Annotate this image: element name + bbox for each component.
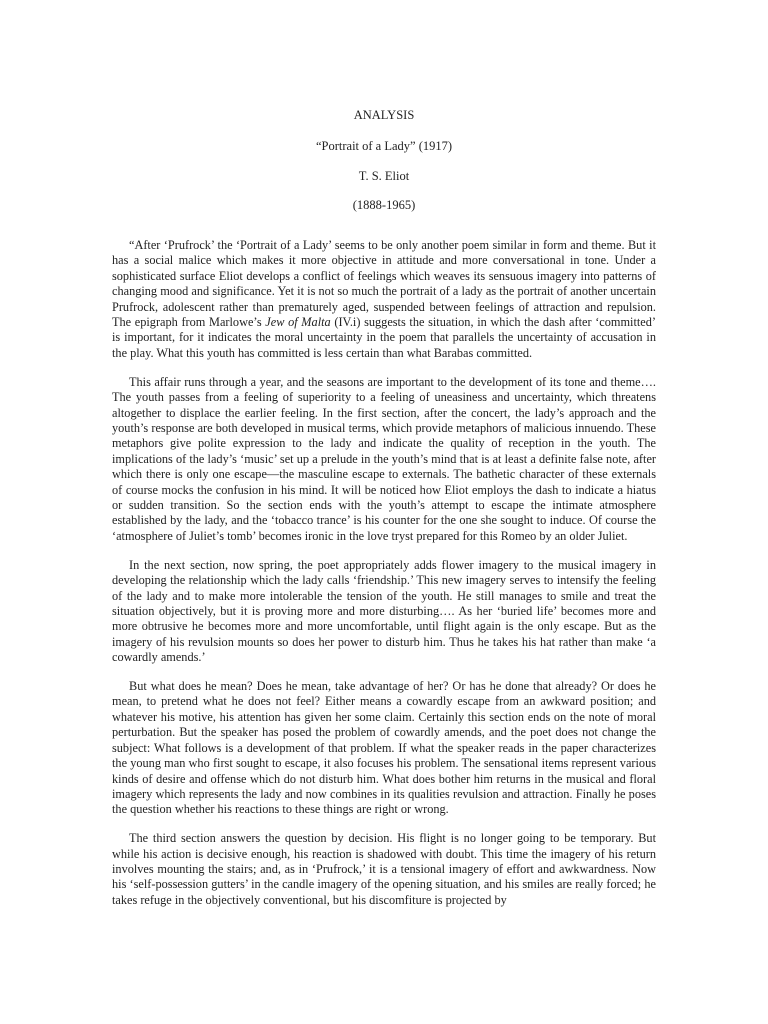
author-dates: (1888-1965) — [352, 198, 416, 212]
paragraph-1 — [112, 238, 656, 361]
paragraph-1-lead: “After ‘Prufrock’ the ‘Portrait of a Lady’ seems to be only another poem similar in form and theme. But it has a social malice which makes it more objective in attitude and more conversational in tone. Under a sophisticated surface Eliot develops a conflict of feelings which weaves its sensuous imagery into patterns of changing mood and significance. Yet it is not so much the portrait of a lady as the portrait of another uncertain Prufrock, adolescent rather than prematurely aged, suspended between feelings of attraction and repulsion. The epigraph from Marlowe’s — [112, 238, 656, 330]
work-title-jew-of-malta: Jew of Malta — [265, 315, 331, 330]
paragraph-5: The third section answers the question by decision. His flight is no longer going to be temporary. But while his action is decisive enough, his reaction is shadowed with doubt. This time the imagery of his return involves mounting the stairs; and, as in ‘Prufrock,’ it is a tensional imagery of effort and awkwardness. Now his ‘self-possession gutters’ in the candle imagery of the opening situation, and his smiles are really forced; he takes refuge in the objectively conventional, but his discomfiture is projected by — [112, 831, 656, 907]
paragraph-1-tail: (IV.i) suggests the situation, in which the dash after ‘committed’ is important, for it indicates the moral uncertainty in the poem that parallels the uncertainty of accusation in the play. What this youth has committed is less certain than what Barabas committed. — [112, 315, 656, 360]
analysis-body — [112, 238, 656, 922]
paragraph-4: But what does he mean? Does he mean, take advantage of her? Or has he done that already? Or does he mean, to pretend what he does not feel? Either means a cowardly escape from an awkward position; and whatever his motive, his attention has given her some claim. Certainly this section ends on the note of moral perturbation. But the speaker has posed the problem of cowardly amends, and the poet does not change the subject: What follows is a development of that problem. If what the speaker reads in the paper characterizes the young man who first sought to escape, it also focuses his problem. The sensational items represent various kinds of desire and offense which do not disturb him. What does bother him returns in the musical and floral imagery which represents the lady and now combines in its qualities revulsion and attraction. Finally he poses the question whether his reactions to these things are right or wrong. — [112, 679, 656, 817]
author-name: T. S. Eliot — [358, 169, 410, 183]
paragraph-3: In the next section, now spring, the poet appropriately adds flower imagery to the musical imagery in developing the relationship which the lady calls ‘friendship.’ This new imagery serves to intensify the feeling of the lady and to make more intolerable the tension of the youth. He still manages to smile and treat the situation objectively, but it is proving more and more disturbing…. As her ‘buried life’ becomes more and more obtrusive he becomes more and more uncomfortable, until flight again is the only escape. But as the imagery of his revulsion mounts so does her power to disturb him. Thus he takes his hat rather than make ‘a cowardly amends.’ — [112, 557, 656, 665]
poem-title: “Portrait of a Lady” (1917) — [315, 139, 453, 153]
paragraph-2: This affair runs through a year, and the seasons are important to the development of its tone and theme…. The youth passes from a feeling of superiority to a feeling of uneasiness and uncertainty, which threatens altogether to displace the earlier feeling. In the first section, after the concert, the lady’s approach and the youth’s response are both developed in musical terms, which provide metaphors of malicious innuendo. These metaphors give polite expression to the lady and indicate the quality of reception in the youth. The implications of the lady’s ‘music’ set up a prelude in the youth’s mind that is at least a definite false note, after which there is only one escape—the masculine escape to externals. The bathetic character of these externals of course mocks the confusion in his mind. It will be noticed how Eliot employs the dash to indicate a hiatus or sudden transition. So the section ends with the youth’s attempt to escape the intimate atmosphere established by the lady, and the ‘tobacco trance’ is his counter for the one she sought to induce. Of course the ‘atmosphere of Juliet’s tomb’ becomes ironic in the love tryst prepared for this Romeo by an older Juliet. — [112, 374, 656, 543]
document-title: ANALYSIS — [353, 108, 415, 122]
